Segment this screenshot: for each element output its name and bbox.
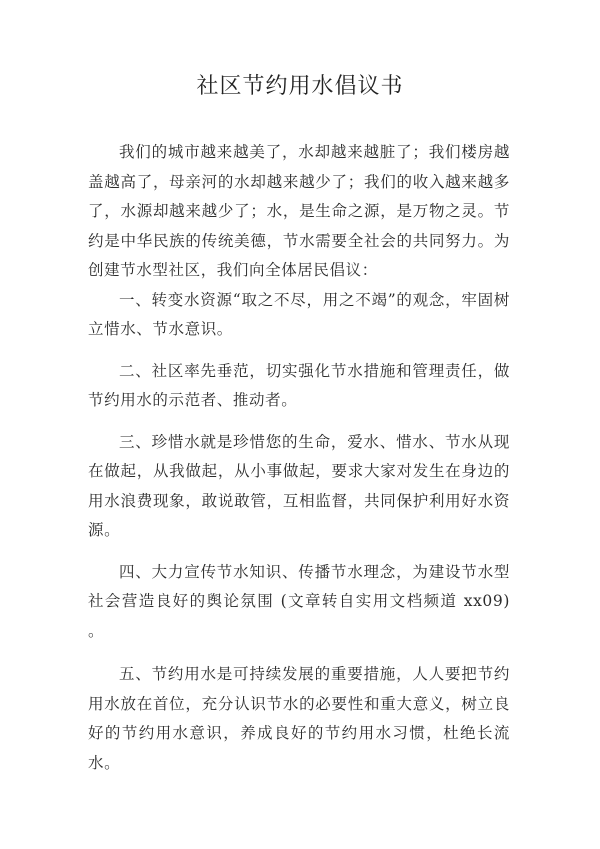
document-title: 社区节约用水倡议书	[196, 74, 404, 99]
paragraph-intro: 我们的城市越来越美了，水却越来越脏了；我们楼房越盖越高了，母亲河的水却越来越少了；我们的收入越来越多了，水源却越来越少了；水，是生命之源，是万物之灵。节约是中华民族的传统美德，节水需要全社会的共同努力。为创建节水型社区，我们向全体居民倡议：	[88, 143, 510, 279]
paragraph-item-1: 一、转变水资源“取之不尽，用之不竭”的观念，牢固树立惜水、节水意识。	[88, 290, 510, 338]
paragraph-item-4: 四、大力宣传节水知识、传播节水理念，为建设节水型社会营造良好的舆论氛围 (文章转自实用文档频道 xx09) 。	[88, 562, 510, 640]
document-body	[88, 138, 510, 778]
paragraph-item-5: 五、节约用水是可持续发展的重要措施，人人要把节约用水放在首位，充分认识节水的必要性和重大意义，树立良好的节约用水意识，养成良好的节约用水习惯，杜绝长流水。	[88, 665, 510, 772]
paragraph-item-3: 三、珍惜水就是珍惜您的生命，爱水、惜水、节水从现在做起，从我做起，从小事做起，要求大家对发生在身边的用水浪费现象，敢说敢管，互相监督，共同保护利用好水资源。	[88, 432, 510, 539]
paragraph-item-2: 二、社区率先垂范，切实强化节水措施和管理责任，做节约用水的示范者、推动者。	[88, 361, 510, 409]
